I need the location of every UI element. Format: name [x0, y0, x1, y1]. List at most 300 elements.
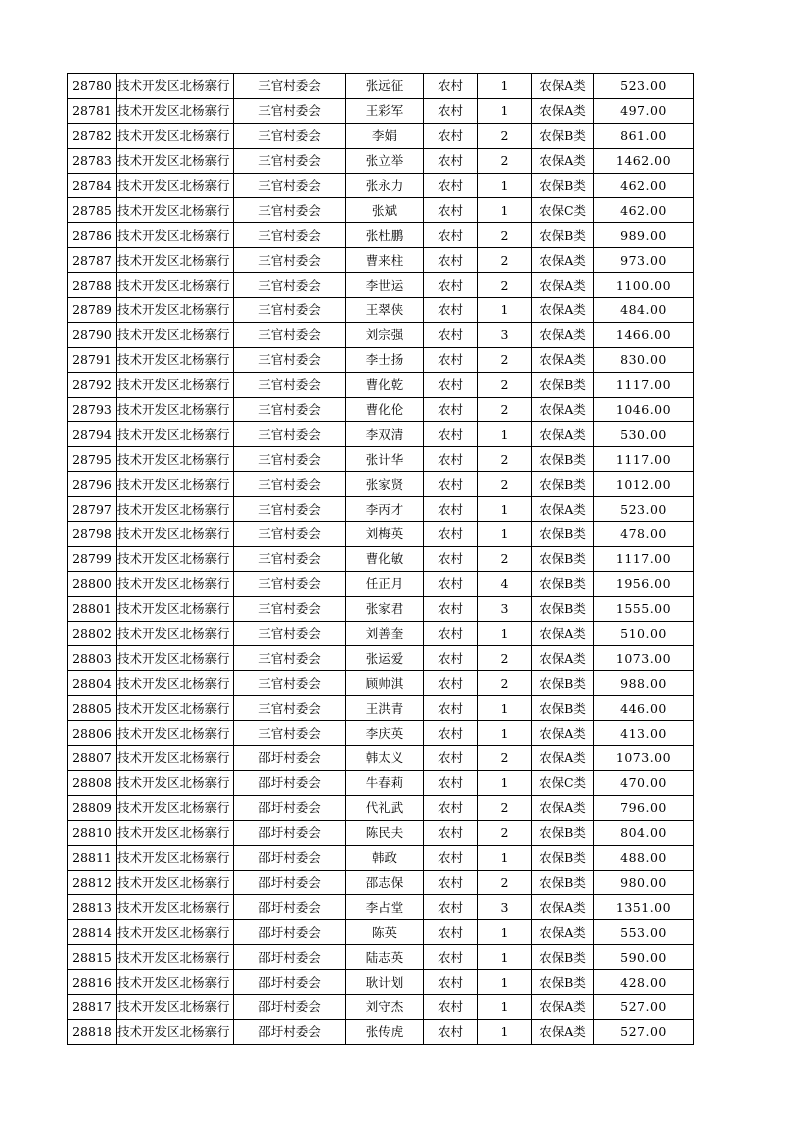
table-row	[68, 98, 694, 123]
household-type-cell: 农村	[424, 770, 478, 795]
record-id-cell: 28781	[68, 98, 117, 123]
insurance-category-cell: 农保B类	[532, 845, 594, 870]
insurance-category-cell: 农保A类	[532, 273, 594, 298]
person-name-cell: 李娟	[346, 123, 424, 148]
member-count-cell: 2	[478, 447, 532, 472]
household-type-cell: 农村	[424, 347, 478, 372]
village-committee-cell: 邵圩村委会	[234, 770, 346, 795]
district-cell: 技术开发区北杨寨行	[117, 248, 234, 273]
record-id-cell: 28798	[68, 522, 117, 547]
person-name-cell: 任正月	[346, 571, 424, 596]
record-id-cell: 28800	[68, 571, 117, 596]
table-row	[68, 522, 694, 547]
insurance-category-cell: 农保B类	[532, 173, 594, 198]
table-row	[68, 1019, 694, 1044]
person-name-cell: 张家贤	[346, 472, 424, 497]
record-id-cell: 28817	[68, 994, 117, 1019]
insurance-category-cell: 农保B类	[532, 522, 594, 547]
household-type-cell: 农村	[424, 696, 478, 721]
district-cell: 技术开发区北杨寨行	[117, 322, 234, 347]
household-type-cell: 农村	[424, 746, 478, 771]
district-cell: 技术开发区北杨寨行	[117, 273, 234, 298]
amount-cell: 980.00	[594, 870, 694, 895]
person-name-cell: 曹化伦	[346, 397, 424, 422]
insurance-category-cell: 农保A类	[532, 347, 594, 372]
district-cell: 技术开发区北杨寨行	[117, 795, 234, 820]
record-id-cell: 28810	[68, 820, 117, 845]
insurance-category-cell: 农保A类	[532, 422, 594, 447]
table-row	[68, 596, 694, 621]
household-type-cell: 农村	[424, 223, 478, 248]
household-type-cell: 农村	[424, 870, 478, 895]
insurance-category-cell: 农保A类	[532, 646, 594, 671]
insurance-category-cell: 农保C类	[532, 770, 594, 795]
household-type-cell: 农村	[424, 447, 478, 472]
record-id-cell: 28799	[68, 546, 117, 571]
village-committee-cell: 三官村委会	[234, 422, 346, 447]
person-name-cell: 张传虎	[346, 1019, 424, 1044]
table-row	[68, 770, 694, 795]
village-committee-cell: 三官村委会	[234, 98, 346, 123]
member-count-cell: 2	[478, 347, 532, 372]
insurance-category-cell: 农保B类	[532, 223, 594, 248]
village-committee-cell: 三官村委会	[234, 123, 346, 148]
record-id-cell: 28818	[68, 1019, 117, 1044]
record-id-cell: 28796	[68, 472, 117, 497]
insurance-category-cell: 农保B类	[532, 820, 594, 845]
district-cell: 技术开发区北杨寨行	[117, 945, 234, 970]
amount-cell: 527.00	[594, 994, 694, 1019]
district-cell: 技术开发区北杨寨行	[117, 1019, 234, 1044]
member-count-cell: 2	[478, 646, 532, 671]
insurance-category-cell: 农保B类	[532, 696, 594, 721]
household-type-cell: 农村	[424, 970, 478, 995]
village-committee-cell: 邵圩村委会	[234, 845, 346, 870]
table-row	[68, 696, 694, 721]
village-committee-cell: 三官村委会	[234, 696, 346, 721]
record-id-cell: 28788	[68, 273, 117, 298]
village-committee-cell: 三官村委会	[234, 671, 346, 696]
amount-cell: 590.00	[594, 945, 694, 970]
district-cell: 技术开发区北杨寨行	[117, 746, 234, 771]
village-committee-cell: 三官村委会	[234, 721, 346, 746]
table-row	[68, 273, 694, 298]
table-row	[68, 347, 694, 372]
district-cell: 技术开发区北杨寨行	[117, 870, 234, 895]
person-name-cell: 耿计划	[346, 970, 424, 995]
member-count-cell: 1	[478, 770, 532, 795]
village-committee-cell: 三官村委会	[234, 74, 346, 99]
record-id-cell: 28814	[68, 920, 117, 945]
record-id-cell: 28815	[68, 945, 117, 970]
village-committee-cell: 三官村委会	[234, 273, 346, 298]
amount-cell: 523.00	[594, 497, 694, 522]
person-name-cell: 张运爱	[346, 646, 424, 671]
village-committee-cell: 邵圩村委会	[234, 970, 346, 995]
member-count-cell: 4	[478, 571, 532, 596]
member-count-cell: 1	[478, 422, 532, 447]
insurance-category-cell: 农保A类	[532, 621, 594, 646]
insurance-category-cell: 农保A类	[532, 795, 594, 820]
district-cell: 技术开发区北杨寨行	[117, 820, 234, 845]
record-id-cell: 28802	[68, 621, 117, 646]
table-row	[68, 497, 694, 522]
district-cell: 技术开发区北杨寨行	[117, 721, 234, 746]
table-row	[68, 994, 694, 1019]
amount-cell: 804.00	[594, 820, 694, 845]
person-name-cell: 曹化敏	[346, 546, 424, 571]
district-cell: 技术开发区北杨寨行	[117, 546, 234, 571]
member-count-cell: 1	[478, 920, 532, 945]
person-name-cell: 李士扬	[346, 347, 424, 372]
record-id-cell: 28808	[68, 770, 117, 795]
village-committee-cell: 三官村委会	[234, 322, 346, 347]
amount-cell: 1046.00	[594, 397, 694, 422]
person-name-cell: 李世运	[346, 273, 424, 298]
table-row	[68, 447, 694, 472]
amount-cell: 413.00	[594, 721, 694, 746]
person-name-cell: 陈民夫	[346, 820, 424, 845]
member-count-cell: 2	[478, 123, 532, 148]
member-count-cell: 1	[478, 74, 532, 99]
member-count-cell: 2	[478, 795, 532, 820]
table-row	[68, 372, 694, 397]
district-cell: 技术开发区北杨寨行	[117, 994, 234, 1019]
household-type-cell: 农村	[424, 994, 478, 1019]
household-type-cell: 农村	[424, 248, 478, 273]
insurance-category-cell: 农保A类	[532, 497, 594, 522]
insurance-category-cell: 农保B类	[532, 596, 594, 621]
record-id-cell: 28805	[68, 696, 117, 721]
household-type-cell: 农村	[424, 671, 478, 696]
amount-cell: 553.00	[594, 920, 694, 945]
person-name-cell: 李双清	[346, 422, 424, 447]
amount-cell: 1073.00	[594, 746, 694, 771]
table-body	[68, 74, 694, 1045]
record-id-cell: 28791	[68, 347, 117, 372]
record-id-cell: 28780	[68, 74, 117, 99]
person-name-cell: 王翠侠	[346, 298, 424, 323]
insurance-category-cell: 农保A类	[532, 98, 594, 123]
record-id-cell: 28793	[68, 397, 117, 422]
member-count-cell: 1	[478, 173, 532, 198]
insurance-category-cell: 农保A类	[532, 74, 594, 99]
table-row	[68, 721, 694, 746]
amount-cell: 1351.00	[594, 895, 694, 920]
insurance-category-cell: 农保B类	[532, 870, 594, 895]
insurance-category-cell: 农保A类	[532, 298, 594, 323]
table-row	[68, 123, 694, 148]
member-count-cell: 1	[478, 1019, 532, 1044]
table-row	[68, 298, 694, 323]
amount-cell: 1462.00	[594, 148, 694, 173]
district-cell: 技术开发区北杨寨行	[117, 571, 234, 596]
member-count-cell: 2	[478, 372, 532, 397]
village-committee-cell: 邵圩村委会	[234, 895, 346, 920]
person-name-cell: 王洪青	[346, 696, 424, 721]
member-count-cell: 2	[478, 546, 532, 571]
table-row	[68, 148, 694, 173]
household-type-cell: 农村	[424, 895, 478, 920]
member-count-cell: 1	[478, 994, 532, 1019]
table-row	[68, 248, 694, 273]
district-cell: 技术开发区北杨寨行	[117, 646, 234, 671]
household-type-cell: 农村	[424, 198, 478, 223]
village-committee-cell: 三官村委会	[234, 248, 346, 273]
record-id-cell: 28783	[68, 148, 117, 173]
insurance-category-cell: 农保B类	[532, 945, 594, 970]
amount-cell: 462.00	[594, 173, 694, 198]
household-type-cell: 农村	[424, 522, 478, 547]
record-id-cell: 28795	[68, 447, 117, 472]
village-committee-cell: 三官村委会	[234, 646, 346, 671]
record-id-cell: 28811	[68, 845, 117, 870]
table-row	[68, 746, 694, 771]
district-cell: 技术开发区北杨寨行	[117, 298, 234, 323]
insurance-category-cell: 农保B类	[532, 671, 594, 696]
district-cell: 技术开发区北杨寨行	[117, 596, 234, 621]
village-committee-cell: 三官村委会	[234, 472, 346, 497]
insurance-category-cell: 农保A类	[532, 248, 594, 273]
insurance-category-cell: 农保B类	[532, 571, 594, 596]
amount-cell: 989.00	[594, 223, 694, 248]
village-committee-cell: 三官村委会	[234, 522, 346, 547]
village-committee-cell: 邵圩村委会	[234, 795, 346, 820]
district-cell: 技术开发区北杨寨行	[117, 497, 234, 522]
person-name-cell: 曹化乾	[346, 372, 424, 397]
member-count-cell: 1	[478, 98, 532, 123]
person-name-cell: 张杜鹏	[346, 223, 424, 248]
table-row	[68, 198, 694, 223]
record-id-cell: 28807	[68, 746, 117, 771]
district-cell: 技术开发区北杨寨行	[117, 397, 234, 422]
district-cell: 技术开发区北杨寨行	[117, 920, 234, 945]
household-type-cell: 农村	[424, 273, 478, 298]
district-cell: 技术开发区北杨寨行	[117, 671, 234, 696]
insurance-category-cell: 农保A类	[532, 721, 594, 746]
person-name-cell: 刘梅英	[346, 522, 424, 547]
village-committee-cell: 三官村委会	[234, 447, 346, 472]
village-committee-cell: 三官村委会	[234, 223, 346, 248]
district-cell: 技术开发区北杨寨行	[117, 970, 234, 995]
person-name-cell: 曹来柱	[346, 248, 424, 273]
table-row	[68, 671, 694, 696]
district-cell: 技术开发区北杨寨行	[117, 522, 234, 547]
district-cell: 技术开发区北杨寨行	[117, 372, 234, 397]
table-row	[68, 646, 694, 671]
table-row	[68, 970, 694, 995]
insurance-category-cell: 农保A类	[532, 746, 594, 771]
district-cell: 技术开发区北杨寨行	[117, 770, 234, 795]
person-name-cell: 顾帅淇	[346, 671, 424, 696]
amount-cell: 1466.00	[594, 322, 694, 347]
household-type-cell: 农村	[424, 422, 478, 447]
member-count-cell: 1	[478, 945, 532, 970]
member-count-cell: 1	[478, 621, 532, 646]
insurance-category-cell: 农保A类	[532, 895, 594, 920]
amount-cell: 527.00	[594, 1019, 694, 1044]
household-type-cell: 农村	[424, 148, 478, 173]
village-committee-cell: 三官村委会	[234, 198, 346, 223]
member-count-cell: 2	[478, 397, 532, 422]
insurance-category-cell: 农保B类	[532, 372, 594, 397]
record-id-cell: 28782	[68, 123, 117, 148]
record-id-cell: 28801	[68, 596, 117, 621]
village-committee-cell: 邵圩村委会	[234, 870, 346, 895]
record-id-cell: 28797	[68, 497, 117, 522]
person-name-cell: 韩太义	[346, 746, 424, 771]
insurance-category-cell: 农保B类	[532, 970, 594, 995]
member-count-cell: 3	[478, 895, 532, 920]
table-row	[68, 397, 694, 422]
insurance-category-cell: 农保A类	[532, 920, 594, 945]
amount-cell: 497.00	[594, 98, 694, 123]
person-name-cell: 李占堂	[346, 895, 424, 920]
member-count-cell: 2	[478, 472, 532, 497]
village-committee-cell: 三官村委会	[234, 596, 346, 621]
district-cell: 技术开发区北杨寨行	[117, 472, 234, 497]
amount-cell: 1100.00	[594, 273, 694, 298]
amount-cell: 462.00	[594, 198, 694, 223]
data-table	[67, 73, 694, 1045]
village-committee-cell: 邵圩村委会	[234, 1019, 346, 1044]
household-type-cell: 农村	[424, 820, 478, 845]
village-committee-cell: 三官村委会	[234, 546, 346, 571]
amount-cell: 523.00	[594, 74, 694, 99]
person-name-cell: 刘宗强	[346, 322, 424, 347]
table-row	[68, 945, 694, 970]
person-name-cell: 陈英	[346, 920, 424, 945]
member-count-cell: 2	[478, 820, 532, 845]
table-row	[68, 870, 694, 895]
member-count-cell: 2	[478, 248, 532, 273]
person-name-cell: 刘守杰	[346, 994, 424, 1019]
record-id-cell: 28809	[68, 795, 117, 820]
amount-cell: 830.00	[594, 347, 694, 372]
amount-cell: 1073.00	[594, 646, 694, 671]
amount-cell: 1117.00	[594, 447, 694, 472]
record-id-cell: 28806	[68, 721, 117, 746]
village-committee-cell: 三官村委会	[234, 173, 346, 198]
district-cell: 技术开发区北杨寨行	[117, 447, 234, 472]
household-type-cell: 农村	[424, 322, 478, 347]
amount-cell: 1117.00	[594, 372, 694, 397]
household-type-cell: 农村	[424, 173, 478, 198]
household-type-cell: 农村	[424, 571, 478, 596]
village-committee-cell: 三官村委会	[234, 571, 346, 596]
village-committee-cell: 三官村委会	[234, 497, 346, 522]
district-cell: 技术开发区北杨寨行	[117, 148, 234, 173]
household-type-cell: 农村	[424, 546, 478, 571]
district-cell: 技术开发区北杨寨行	[117, 74, 234, 99]
village-committee-cell: 三官村委会	[234, 347, 346, 372]
amount-cell: 484.00	[594, 298, 694, 323]
table-row	[68, 472, 694, 497]
table-row	[68, 920, 694, 945]
person-name-cell: 韩政	[346, 845, 424, 870]
amount-cell: 1555.00	[594, 596, 694, 621]
household-type-cell: 农村	[424, 795, 478, 820]
household-type-cell: 农村	[424, 472, 478, 497]
person-name-cell: 张远征	[346, 74, 424, 99]
amount-cell: 470.00	[594, 770, 694, 795]
person-name-cell: 陆志英	[346, 945, 424, 970]
member-count-cell: 1	[478, 522, 532, 547]
record-id-cell: 28786	[68, 223, 117, 248]
person-name-cell: 张斌	[346, 198, 424, 223]
record-id-cell: 28789	[68, 298, 117, 323]
member-count-cell: 1	[478, 845, 532, 870]
village-committee-cell: 邵圩村委会	[234, 945, 346, 970]
household-type-cell: 农村	[424, 721, 478, 746]
person-name-cell: 张计华	[346, 447, 424, 472]
household-type-cell: 农村	[424, 621, 478, 646]
insurance-category-cell: 农保A类	[532, 397, 594, 422]
village-committee-cell: 邵圩村委会	[234, 746, 346, 771]
amount-cell: 1117.00	[594, 546, 694, 571]
record-id-cell: 28784	[68, 173, 117, 198]
member-count-cell: 1	[478, 696, 532, 721]
village-committee-cell: 邵圩村委会	[234, 994, 346, 1019]
table-row	[68, 571, 694, 596]
household-type-cell: 农村	[424, 646, 478, 671]
person-name-cell: 代礼武	[346, 795, 424, 820]
amount-cell: 478.00	[594, 522, 694, 547]
member-count-cell: 2	[478, 148, 532, 173]
member-count-cell: 1	[478, 298, 532, 323]
district-cell: 技术开发区北杨寨行	[117, 845, 234, 870]
household-type-cell: 农村	[424, 1019, 478, 1044]
table-row	[68, 546, 694, 571]
person-name-cell: 张家君	[346, 596, 424, 621]
person-name-cell: 王彩军	[346, 98, 424, 123]
person-name-cell: 邵志保	[346, 870, 424, 895]
village-committee-cell: 三官村委会	[234, 621, 346, 646]
amount-cell: 988.00	[594, 671, 694, 696]
person-name-cell: 刘善奎	[346, 621, 424, 646]
village-committee-cell: 三官村委会	[234, 298, 346, 323]
household-type-cell: 农村	[424, 98, 478, 123]
insurance-category-cell: 农保C类	[532, 198, 594, 223]
member-count-cell: 2	[478, 746, 532, 771]
member-count-cell: 2	[478, 223, 532, 248]
district-cell: 技术开发区北杨寨行	[117, 123, 234, 148]
amount-cell: 510.00	[594, 621, 694, 646]
household-type-cell: 农村	[424, 920, 478, 945]
record-id-cell: 28790	[68, 322, 117, 347]
village-committee-cell: 三官村委会	[234, 148, 346, 173]
person-name-cell: 张永力	[346, 173, 424, 198]
insurance-category-cell: 农保B类	[532, 123, 594, 148]
table-row	[68, 173, 694, 198]
table-row	[68, 845, 694, 870]
member-count-cell: 1	[478, 198, 532, 223]
person-name-cell: 张立举	[346, 148, 424, 173]
household-type-cell: 农村	[424, 845, 478, 870]
district-cell: 技术开发区北杨寨行	[117, 223, 234, 248]
table-row	[68, 621, 694, 646]
household-type-cell: 农村	[424, 945, 478, 970]
amount-cell: 488.00	[594, 845, 694, 870]
table-row	[68, 422, 694, 447]
district-cell: 技术开发区北杨寨行	[117, 696, 234, 721]
district-cell: 技术开发区北杨寨行	[117, 198, 234, 223]
household-type-cell: 农村	[424, 372, 478, 397]
amount-cell: 530.00	[594, 422, 694, 447]
member-count-cell: 1	[478, 721, 532, 746]
village-committee-cell: 三官村委会	[234, 372, 346, 397]
district-cell: 技术开发区北杨寨行	[117, 621, 234, 646]
